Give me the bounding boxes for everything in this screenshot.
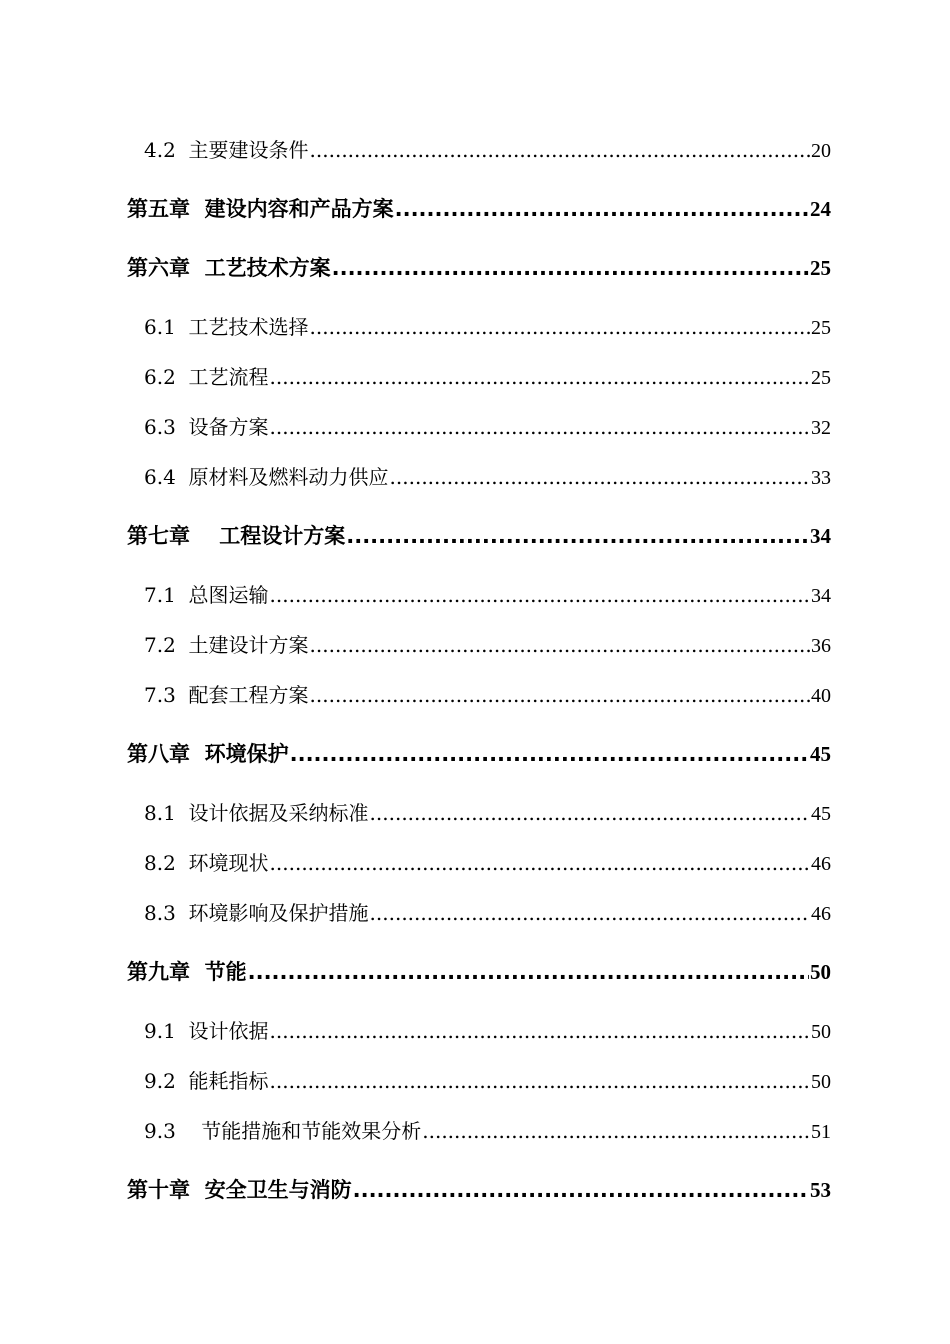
toc-entry-label: 9.2 能耗指标 <box>144 1069 269 1093</box>
toc-leader-dots <box>270 579 810 611</box>
toc-page-number: 32 <box>811 417 831 439</box>
toc-leader-dots <box>270 1065 810 1097</box>
toc-entry[interactable] <box>144 679 831 711</box>
toc-entry[interactable] <box>144 579 831 611</box>
toc-page-number: 25 <box>811 367 831 389</box>
toc-entry-label: 6.3 设备方案 <box>144 415 269 439</box>
toc-entry-label: 8.3 环境影响及保护措施 <box>144 901 369 925</box>
toc-page-number: 46 <box>811 853 831 875</box>
toc-entry[interactable] <box>144 134 831 166</box>
toc-page-number: 53 <box>810 1178 831 1202</box>
toc-chapter-entry[interactable] <box>127 738 831 770</box>
toc-leader-dots <box>310 311 810 343</box>
toc-leader-dots <box>370 797 810 829</box>
toc-leader-dots <box>270 1015 810 1047</box>
toc-leader-dots <box>310 679 810 711</box>
toc-page-number: 46 <box>811 903 831 925</box>
toc-entry[interactable] <box>144 1115 831 1147</box>
toc-leader-dots <box>370 897 810 929</box>
toc-page-number: 34 <box>810 524 831 548</box>
toc-entry[interactable] <box>144 629 831 661</box>
toc-leader-dots <box>422 1115 810 1147</box>
toc-leader-dots <box>332 252 809 284</box>
toc-page-number: 20 <box>811 140 831 162</box>
toc-page-number: 34 <box>811 585 831 607</box>
toc-page-number: 51 <box>811 1121 831 1143</box>
toc-chapter-entry[interactable] <box>127 252 831 284</box>
toc-entry[interactable] <box>144 847 831 879</box>
toc-entry-label: 9.1 设计依据 <box>144 1019 269 1043</box>
toc-entry[interactable] <box>144 311 831 343</box>
toc-page-number: 50 <box>810 960 831 984</box>
toc-leader-dots <box>310 629 810 661</box>
toc-entry-label: 6.4 原材料及燃料动力供应 <box>144 465 389 489</box>
toc-leader-dots <box>270 847 810 879</box>
toc-page-number: 50 <box>811 1021 831 1043</box>
toc-entry-label: 第八章 环境保护 <box>127 742 289 766</box>
toc-chapter-entry[interactable] <box>127 520 831 552</box>
toc-leader-dots <box>353 1174 809 1206</box>
toc-chapter-entry[interactable] <box>127 1174 831 1206</box>
toc-leader-dots <box>390 461 810 493</box>
toc-leader-dots <box>270 361 810 393</box>
toc-entry[interactable] <box>144 1015 831 1047</box>
toc-page-number: 36 <box>811 635 831 657</box>
toc-entry-label: 8.2 环境现状 <box>144 851 269 875</box>
toc-leader-dots <box>270 411 810 443</box>
toc-entry-label: 9.3 节能措施和节能效果分析 <box>144 1119 422 1143</box>
toc-leader-dots <box>395 193 809 225</box>
toc-leader-dots <box>346 520 809 552</box>
toc-page-number: 40 <box>811 685 831 707</box>
toc-entry-label: 第九章 节能 <box>127 960 247 984</box>
toc-chapter-entry[interactable] <box>127 193 831 225</box>
toc-entry-label: 第六章 工艺技术方案 <box>127 256 331 280</box>
toc-entry-label: 7.3 配套工程方案 <box>144 683 309 707</box>
toc-page-number: 25 <box>810 256 831 280</box>
toc-page-number: 25 <box>811 317 831 339</box>
toc-entry[interactable] <box>144 361 831 393</box>
toc-page-number: 45 <box>810 742 831 766</box>
toc-entry-label: 6.2 工艺流程 <box>144 365 269 389</box>
toc-chapter-entry[interactable] <box>127 956 831 988</box>
toc-page-number: 50 <box>811 1071 831 1093</box>
toc-entry-label: 第五章 建设内容和产品方案 <box>127 197 394 221</box>
toc-entry-label: 4.2 主要建设条件 <box>144 138 309 162</box>
toc-page-number: 24 <box>810 197 831 221</box>
toc-leader-dots <box>290 738 809 770</box>
toc-entry-label: 第七章 工程设计方案 <box>127 524 346 548</box>
toc-entry[interactable] <box>144 797 831 829</box>
toc-entry[interactable] <box>144 1065 831 1097</box>
toc-entry-label: 6.1 工艺技术选择 <box>144 315 309 339</box>
toc-leader-dots <box>310 134 810 166</box>
toc-page-number: 33 <box>811 467 831 489</box>
toc-entry[interactable] <box>144 411 831 443</box>
toc-entry[interactable] <box>144 461 831 493</box>
toc-page-number: 45 <box>811 803 831 825</box>
toc-entry-label: 8.1 设计依据及采纳标准 <box>144 801 369 825</box>
toc-leader-dots <box>248 956 809 988</box>
toc-entry-label: 7.1 总图运输 <box>144 583 269 607</box>
toc-entry[interactable] <box>144 897 831 929</box>
toc-entry-label: 第十章 安全卫生与消防 <box>127 1178 352 1202</box>
toc-entry-label: 7.2 土建设计方案 <box>144 633 309 657</box>
